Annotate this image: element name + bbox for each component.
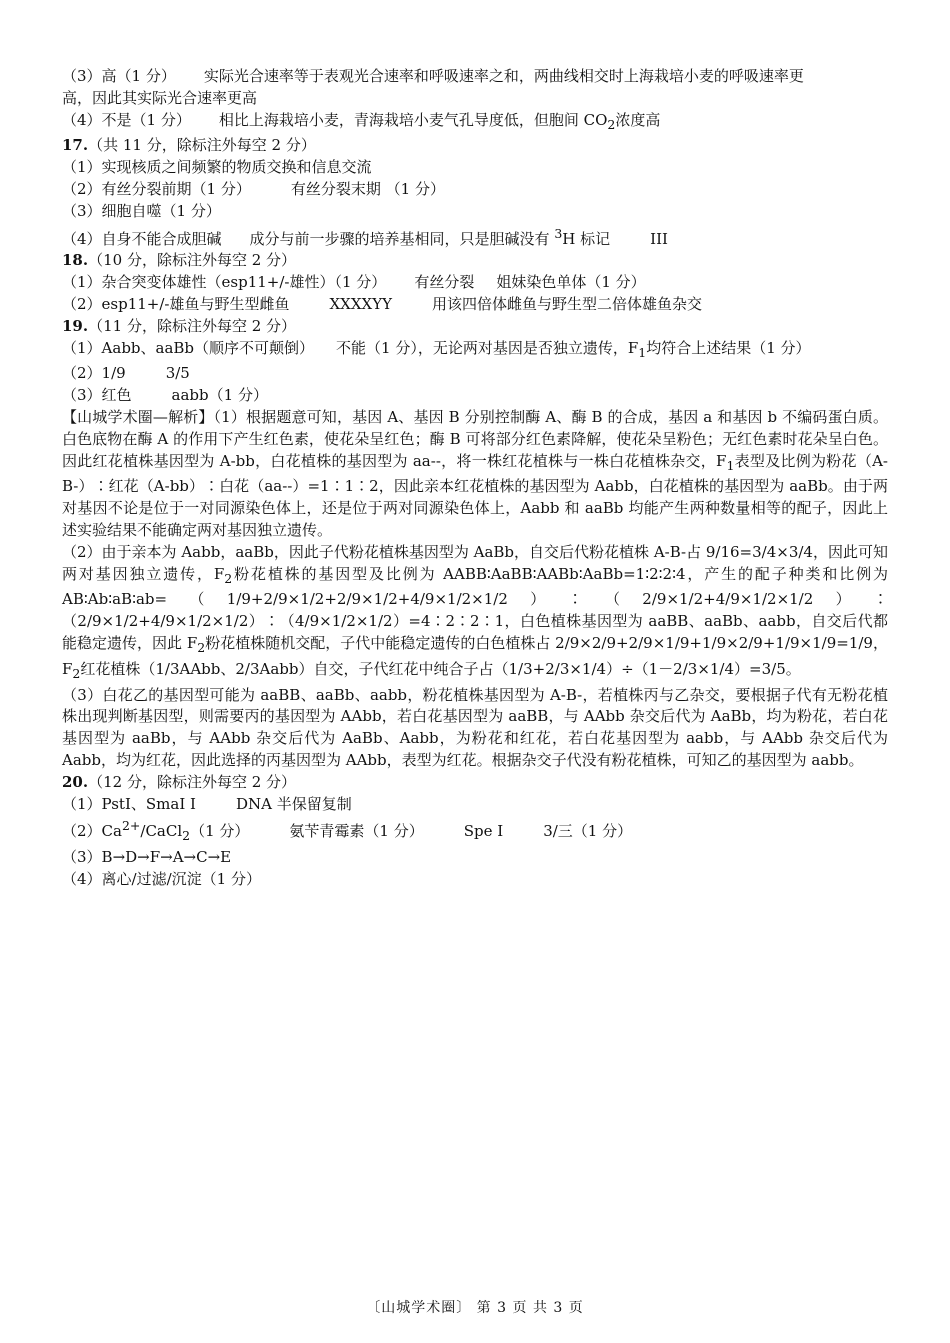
q16-3-explain-cont: 高，因此其实际光合速率更高 [62,88,258,107]
q17-4-sup: 3 [554,225,563,241]
q19-1-sub: 1 [638,344,647,360]
q20-2-c: （1 分） [190,822,250,841]
q18-number: 18. [62,251,89,270]
q17-answer-1 [62,157,888,179]
q20-header [62,772,888,794]
q19-exp3: （3）白花乙的基因型可能为 aaBB、aaBb、aabb，粉花植株基因型为 A-B-，若植株丙与乙杂交，要根据子代有无粉花植株出现判断基因型，则需要丙的基因型为 AAbb，若白花基因型为 aaBB，与 AAbb 杂交后代为 AaBb，均为粉花，若白花基因型为 aaBb，与 AAbb 杂交后代为 AaBb、Aabb，为粉花和红花，若白花基因型为 aabb，与 AAbb 杂交后代为 Aabb，均为红花，因此选择的丙基因型为 AAbb，表型为红花。根据杂交子代没有粉花植株，可知乙的基因型为 aabb。 [62,685,888,769]
q17-4-a: （4）自身不能合成胆碱 [62,229,222,248]
q17-answer-3 [62,201,888,223]
q20-answer-4 [62,869,888,891]
q17-4-b: 成分与前一步骤的培养基相同，只是胆碱没有 [249,229,555,248]
q19-answer-2 [62,363,888,385]
q20-answer-3 [62,847,888,869]
q18-2-b: XXXXYY [329,294,393,313]
q17-4-c: H 标记 [562,229,611,248]
q19-scoring: （11 分，除标注外每空 2 分） [88,316,297,335]
q20-number: 20. [62,772,89,791]
q19-3-b: aabb（1 分） [171,386,268,405]
q17-answer-2 [62,179,888,201]
q19-exp2-c: 粉花植株随机交配，子代中能稳定遗传的白色植株占 2/9×2/9+2/9×1/9+1/9×2/9+1/9×1/9=1/9，F [62,633,888,678]
q20-3-text: （3）B→D→F→A→C→E [62,848,232,867]
q19-exp2-sub2: 2 [197,639,206,655]
q17-3-text: （3）细胞自噬（1 分） [62,201,221,220]
q16-3-explain: 实际光合速率等于表观光合速率和呼吸速率之和，两曲线相交时上海栽培小麦的呼吸速率更 [203,67,804,85]
q18-header [62,250,888,272]
q20-answer-1 [62,794,888,816]
q20-2-sub: 2 [182,828,191,844]
q19-exp1-sub: 1 [726,457,735,473]
q20-scoring: （12 分，除标注外每空 2 分） [88,772,297,791]
q16-4-explain-end: 浓度高 [615,110,661,129]
q17-2-b: 有丝分裂末期 （1 分） [290,179,445,198]
q19-1-c: 均符合上述结果（1 分） [646,338,811,357]
q20-2-d: 氨苄青霉素（1 分） [289,822,424,841]
q19-exp2-b: 粉花植株的基因型及比例为 AABB∶AaBB∶AABb∶AaBb=1∶2∶2∶4，产生的配子种类和比例为 AB∶Ab∶aB∶ab=（1/9+2/9×1/2+2/9×1/2+4/9×1/2×1/2）∶（2/9×1/2+4/9×1/2×1/2）∶（2/9×1/2+4/9×1/2×1/2）∶（4/9×1/2×1/2）=4∶2∶2∶1，白色植株基因型为 aaBB、aaBb、aabb，自交后代都能稳定遗传，因此 F [62,564,888,652]
q19-answer-3 [62,385,888,407]
q19-explanation-2 [62,542,888,685]
q20-2-a: （2）Ca [62,822,122,841]
q18-2-a: （2）esp11+/-雄鱼与野生型雌鱼 [62,294,290,313]
q20-2-sup: 2+ [121,818,141,834]
q16-4-sub: 2 [607,116,616,132]
q20-1-b: DNA 半保留复制 [235,794,352,813]
q18-1-a: （1）杂合突变体雄性（esp11+/-雄性）（1 分） [62,273,387,292]
q19-exp2-a: （2）由于亲本为 Aabb，aaBb，因此子代粉花植株基因型为 AaBb，自交后代粉花植株 A-B-占 9/16=3/4×3/4，因此可知两对基因独立遗传，F [62,542,888,583]
q18-answer-2 [62,294,888,316]
q20-2-e: Spe I [463,822,504,841]
q19-answer-1 [62,338,888,364]
q20-answer-2 [62,815,888,847]
q19-number: 19. [62,316,89,335]
q19-exp2-d: 红花植株（1/3AAbb、2/3Aabb）自交，子代红花中纯合子占（1/3+2/3×1/4）÷（1－2/3×1/4）=3/5。 [80,659,801,678]
q16-answer-4 [62,110,888,136]
q16-4-answer: （4）不是（1 分） [62,110,191,129]
q20-4-text: （4）离心/过滤/沉淀（1 分） [62,869,261,888]
q16-answer-3 [62,66,888,88]
q17-1-text: （1）实现核质之间频繁的物质交换和信息交流 [62,158,372,177]
q20-2-b: /CaCl [140,822,183,841]
q19-exp1-b: 表型及比例为粉花（A-B-）∶红花（A-bb）∶白花（aa--）=1∶1∶2，因此亲本红花植株的基因型为 Aabb，白花植株的基因型为 aaBb。由于两对基因不论是位于一对同源染色体上，还是位于两对同源染色体上，Aabb 和 aaBb 均能产生两种数量相等的配子，因此上述实验结果不能确定两对基因独立遗传。 [62,451,888,539]
q19-header [62,316,888,338]
page-footer: 〔山城学术圈〕 第 3 页 共 3 页 [366,1300,584,1316]
q16-answer-3-cont [62,88,888,110]
q19-2-b: 3/5 [165,364,190,383]
q18-scoring: （10 分，除标注外每空 2 分） [88,251,297,270]
q17-number: 17. [62,136,89,155]
q17-4-d: III [650,229,668,248]
q19-2-a: （2）1/9 [62,364,126,383]
q19-exp1-a: 【山城学术圈—解析】（1）根据题意可知，基因 A、基因 B 分别控制酶 A、酶 B 的合成，基因 a 和基因 b 不编码蛋白质。白色底物在酶 A 的作用下产生红色素，使花朵呈红色；酶 B 可将部分红色素降解，使花朵呈粉色；无红色素时花朵呈白色。因此红花植株基因型为 A-bb，白花植株的基因型为 aa--，将一株红花植株与一株白花植株杂交，F [62,407,888,470]
q17-scoring: （共 11 分，除标注外每空 2 分） [88,136,316,155]
q16-4-explain: 相比上海栽培小麦，青海栽培小麦气孔导度低，但胞间 CO [218,110,608,129]
answer-content [62,66,888,891]
q19-1-a: （1）Aabb、aaBb（顺序不可颠倒） [62,338,315,357]
q16-3-answer: （3）高（1 分） [62,67,176,85]
q19-1-b: 不能（1 分），无论两对基因是否独立遗传，F [336,338,639,357]
q17-2-a: （2）有丝分裂前期（1 分） [62,179,251,198]
q19-explanation-1 [62,407,888,542]
q20-2-f: 3/三（1 分） [543,822,633,841]
q19-exp2-sub1: 2 [224,570,233,586]
q18-1-c: 姐妹染色单体（1 分） [496,273,646,292]
q19-3-a: （3）红色 [62,386,132,405]
q18-answer-1 [62,272,888,294]
q20-1-a: （1）PstI、SmaI I [62,794,196,813]
q18-2-c: 用该四倍体雌鱼与野生型二倍体雄鱼杂交 [432,294,703,313]
q18-1-b: 有丝分裂 [414,273,475,292]
q17-header [62,135,888,157]
q19-explanation-3 [62,685,888,772]
q19-exp2-sub3: 2 [72,665,81,681]
q17-answer-4 [62,223,888,251]
